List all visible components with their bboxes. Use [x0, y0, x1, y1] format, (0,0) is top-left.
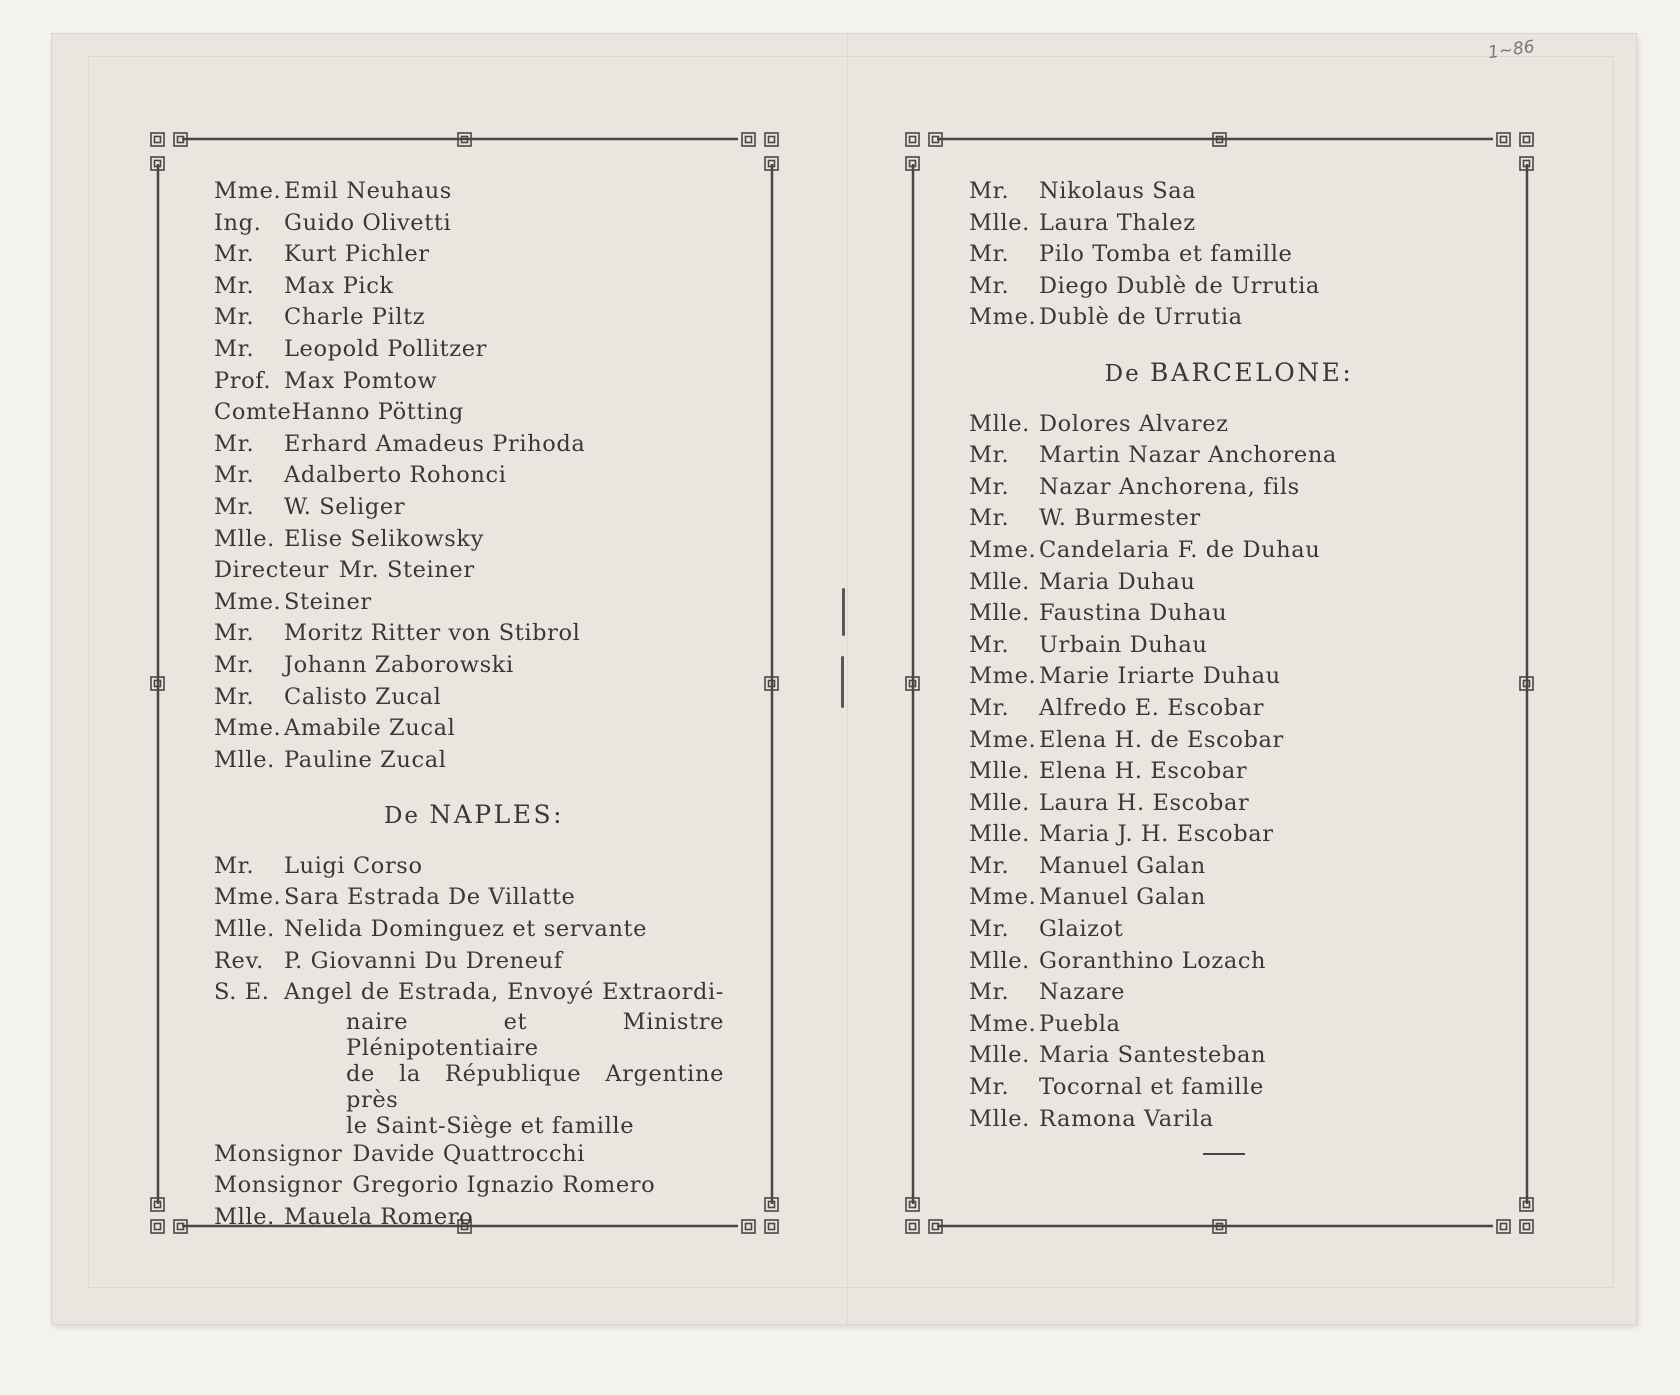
entry-name: Dolores Alvarez	[1039, 410, 1229, 437]
entry-title: Mr.	[214, 620, 255, 647]
list-item	[214, 271, 734, 303]
entry-title: Mr.	[969, 916, 1010, 943]
entry-title: Mlle.	[969, 410, 1030, 437]
entry-title: Mme.	[969, 304, 1037, 331]
entry-title: Mlle.	[969, 1042, 1030, 1069]
entry-name: Pilo Tomba et famille	[1039, 241, 1293, 268]
entry-name: Emil Neuhaus	[284, 178, 452, 204]
list-item	[214, 713, 734, 745]
list-item	[214, 176, 734, 208]
list-item	[969, 1104, 1489, 1136]
entry-name: Kurt Pichler	[284, 241, 430, 268]
entry-name: Sara Estrada De Villatte	[284, 884, 576, 911]
entry-title: Mlle.	[969, 209, 1030, 236]
list-item	[969, 819, 1489, 851]
ambassador-entry	[214, 977, 734, 1139]
list-item	[214, 492, 734, 524]
barcelone-heading-city: BARCELONE:	[1150, 357, 1354, 387]
list-item	[214, 914, 734, 946]
entry-name: P. Giovanni Du Dreneuf	[284, 947, 563, 974]
list-item	[969, 977, 1489, 1009]
entry-name: Adalberto Rohonci	[284, 462, 507, 489]
naples-heading-city: NAPLES:	[429, 800, 565, 830]
entry-name: W. Burmester	[1039, 505, 1201, 532]
list-item	[214, 1202, 734, 1234]
entry-name: Guido Olivetti	[284, 209, 452, 236]
ambassador-name	[284, 977, 724, 1139]
naples-heading-de: De	[383, 803, 421, 830]
entry-name: Nazar Anchorena, fils	[1039, 473, 1300, 500]
entry-name: Steiner	[284, 588, 372, 615]
entry-name: Elena H. de Escobar	[1039, 726, 1284, 753]
entry-title: Mme.	[969, 536, 1037, 563]
entry-title: Mr.	[214, 462, 255, 489]
list-item	[969, 914, 1489, 946]
naples-entries	[214, 851, 734, 977]
list-item	[969, 661, 1489, 693]
entry-name: Maria Santesteban	[1039, 1042, 1267, 1069]
list-item	[969, 851, 1489, 883]
entry-name: Mr. Steiner	[338, 557, 475, 584]
entry-name: Max Pick	[284, 272, 394, 299]
list-item	[214, 618, 734, 650]
entry-name: Puebla	[1039, 1010, 1121, 1037]
entry-title: Mlle.	[969, 568, 1030, 595]
entry-name: Mauela Romero	[284, 1204, 474, 1231]
entry-name: Johann Zaborowski	[284, 651, 514, 678]
list-item	[969, 176, 1489, 208]
entry-title: Mlle.	[969, 821, 1030, 848]
entry-name: Manuel Galan	[1039, 884, 1206, 911]
ambassador-line-3: de la République Argentine près	[346, 1060, 724, 1113]
list-item	[214, 208, 734, 240]
list-item	[214, 366, 734, 398]
ambassador-line-1: Angel de Estrada, Envoyé Extraordi-	[284, 979, 724, 1006]
left-entries	[214, 176, 734, 776]
list-item	[214, 946, 734, 978]
entry-name: Dublè de Urrutia	[1039, 304, 1243, 331]
barcelone-heading-de: De	[1104, 360, 1141, 387]
entry-name: Luigi Corso	[284, 852, 423, 879]
list-item	[214, 882, 734, 914]
list-item	[969, 788, 1489, 820]
list-item	[969, 756, 1489, 788]
left-page-list	[214, 176, 734, 1234]
naples-heading	[214, 799, 734, 833]
entry-name: Max Pomtow	[284, 367, 438, 394]
list-item	[969, 440, 1489, 472]
entry-name: Candelaria F. de Duhau	[1039, 536, 1321, 563]
list-item	[214, 555, 734, 587]
list-item	[214, 1139, 734, 1171]
list-item	[214, 851, 734, 883]
entry-title: Monsignor	[214, 1140, 343, 1167]
entry-title: Mlle.	[969, 600, 1030, 627]
list-item	[214, 397, 734, 429]
entry-title: S. E.	[214, 979, 270, 1006]
list-item	[969, 409, 1489, 441]
entry-title: Mr.	[969, 1074, 1010, 1101]
list-item	[214, 682, 734, 714]
list-item	[969, 1040, 1489, 1072]
entry-title: Mlle.	[969, 947, 1030, 974]
entry-title: Mr.	[214, 430, 255, 457]
entry-title: Mme.	[214, 884, 282, 911]
list-item	[969, 271, 1489, 303]
entry-name: Erhard Amadeus Prihoda	[284, 430, 586, 457]
entry-name: Diego Dublè de Urrutia	[1039, 272, 1320, 299]
entry-title: Mr.	[214, 304, 255, 331]
entry-name: Leopold Pollitzer	[284, 335, 488, 362]
list-item	[214, 745, 734, 777]
entry-title: Mr.	[214, 335, 255, 362]
list-item	[214, 524, 734, 556]
entry-name: Moritz Ritter von Stibrol	[284, 620, 581, 647]
entry-title: Ing.	[214, 209, 262, 236]
entry-name: Pauline Zucal	[284, 746, 447, 773]
entry-name: Glaizot	[1039, 916, 1124, 943]
entry-title: Mme.	[969, 1010, 1037, 1037]
list-item	[969, 567, 1489, 599]
barcelone-entries	[969, 409, 1489, 1136]
entry-title: Rev.	[214, 947, 264, 974]
entry-title: Mr.	[969, 473, 1010, 500]
list-item	[214, 460, 734, 492]
list-item	[969, 1072, 1489, 1104]
entry-title: Mr.	[969, 852, 1010, 879]
entry-title: Mr.	[969, 241, 1010, 268]
ambassador-line-4: le Saint-Siège et famille	[346, 1112, 635, 1139]
ambassador-line-2: naire et Ministre Plénipotentiaire	[346, 1008, 724, 1061]
list-item	[969, 1009, 1489, 1041]
entry-title: Mr.	[969, 178, 1010, 204]
entry-name: Alfredo E. Escobar	[1039, 694, 1265, 721]
entry-name: Maria J. H. Escobar	[1039, 821, 1274, 848]
page-number: 1~86	[1486, 36, 1536, 64]
entry-title: Mr.	[214, 683, 255, 710]
entry-name: W. Seliger	[284, 493, 406, 520]
list-item	[214, 587, 734, 619]
entry-title: Mr.	[969, 442, 1010, 469]
entry-title: Mr.	[969, 694, 1010, 721]
list-item	[969, 208, 1489, 240]
list-item	[969, 882, 1489, 914]
entry-name: Charle Piltz	[284, 304, 426, 331]
entry-title: Mr.	[969, 631, 1010, 658]
entry-name: Nelida Dominguez et servante	[284, 916, 648, 943]
entry-name: Laura H. Escobar	[1039, 789, 1250, 816]
entry-title: Comte	[214, 399, 292, 426]
list-item	[214, 429, 734, 461]
entry-title: Mme.	[969, 726, 1037, 753]
list-item	[969, 503, 1489, 535]
entry-title: Monsignor	[214, 1172, 343, 1199]
entry-title: Mme.	[969, 884, 1037, 911]
entry-name: Nikolaus Saa	[1039, 178, 1197, 204]
end-dash	[1203, 1153, 1245, 1155]
entry-title: Mr.	[969, 272, 1010, 299]
barcelone-heading	[969, 357, 1489, 391]
right-page-list	[969, 176, 1489, 1155]
entry-title: Mme.	[969, 663, 1037, 690]
entry-name: Nazare	[1039, 979, 1126, 1006]
entry-title: Mlle.	[214, 525, 275, 552]
entry-title: Mr.	[214, 241, 255, 268]
list-item	[969, 598, 1489, 630]
entry-title: Mr.	[214, 272, 255, 299]
list-item	[214, 334, 734, 366]
entry-title: Mme.	[214, 588, 282, 615]
list-item	[969, 630, 1489, 662]
entry-name: Elise Selikowsky	[284, 525, 484, 552]
entry-title: Mme.	[214, 178, 282, 204]
entry-name: Maria Duhau	[1039, 568, 1196, 595]
entry-name: Elena H. Escobar	[1039, 758, 1248, 785]
list-item	[214, 650, 734, 682]
list-item	[969, 535, 1489, 567]
entry-title: Mlle.	[969, 1105, 1030, 1132]
entry-title: Mr.	[214, 493, 255, 520]
list-item	[214, 239, 734, 271]
entry-name: Marie Iriarte Duhau	[1039, 663, 1281, 690]
entry-title: Mlle.	[969, 758, 1030, 785]
entry-title: Mlle.	[214, 916, 275, 943]
entry-title: Mr.	[969, 505, 1010, 532]
entry-name: Martin Nazar Anchorena	[1039, 442, 1337, 469]
binding-stitch-top	[842, 588, 845, 636]
entry-title: Mlle.	[214, 746, 275, 773]
entry-name: Hanno Pötting	[291, 399, 464, 426]
entry-name: Manuel Galan	[1039, 852, 1206, 879]
entry-name: Laura Thalez	[1039, 209, 1196, 236]
entry-title: Mr.	[969, 979, 1010, 1006]
center-fold	[847, 34, 848, 1324]
entry-title: Mr.	[214, 852, 255, 879]
entry-name: Faustina Duhau	[1039, 600, 1228, 627]
list-item	[969, 725, 1489, 757]
entry-title: Mlle.	[969, 789, 1030, 816]
entry-name: Gregorio Ignazio Romero	[352, 1172, 656, 1199]
naples-entries-after	[214, 1139, 734, 1234]
list-item	[969, 239, 1489, 271]
entry-name: Tocornal et famille	[1039, 1074, 1264, 1101]
entry-title: Directeur	[214, 557, 329, 584]
binding-stitch-bottom	[841, 656, 844, 708]
entry-title: Mr.	[214, 651, 255, 678]
list-item	[214, 1170, 734, 1202]
list-item	[969, 946, 1489, 978]
entry-title: Prof.	[214, 367, 272, 394]
list-item	[969, 302, 1489, 334]
list-item	[969, 472, 1489, 504]
entry-title: Mlle.	[214, 1204, 275, 1231]
entry-name: Calisto Zucal	[284, 683, 442, 710]
list-item	[969, 693, 1489, 725]
right-entries	[969, 176, 1489, 334]
entry-name: Davide Quattrocchi	[352, 1140, 586, 1167]
entry-name: Amabile Zucal	[284, 715, 456, 742]
entry-name: Ramona Varila	[1039, 1105, 1214, 1132]
list-item	[214, 302, 734, 334]
entry-name: Urbain Duhau	[1039, 631, 1208, 658]
entry-title: Mme.	[214, 715, 282, 742]
entry-name: Goranthino Lozach	[1039, 947, 1267, 974]
